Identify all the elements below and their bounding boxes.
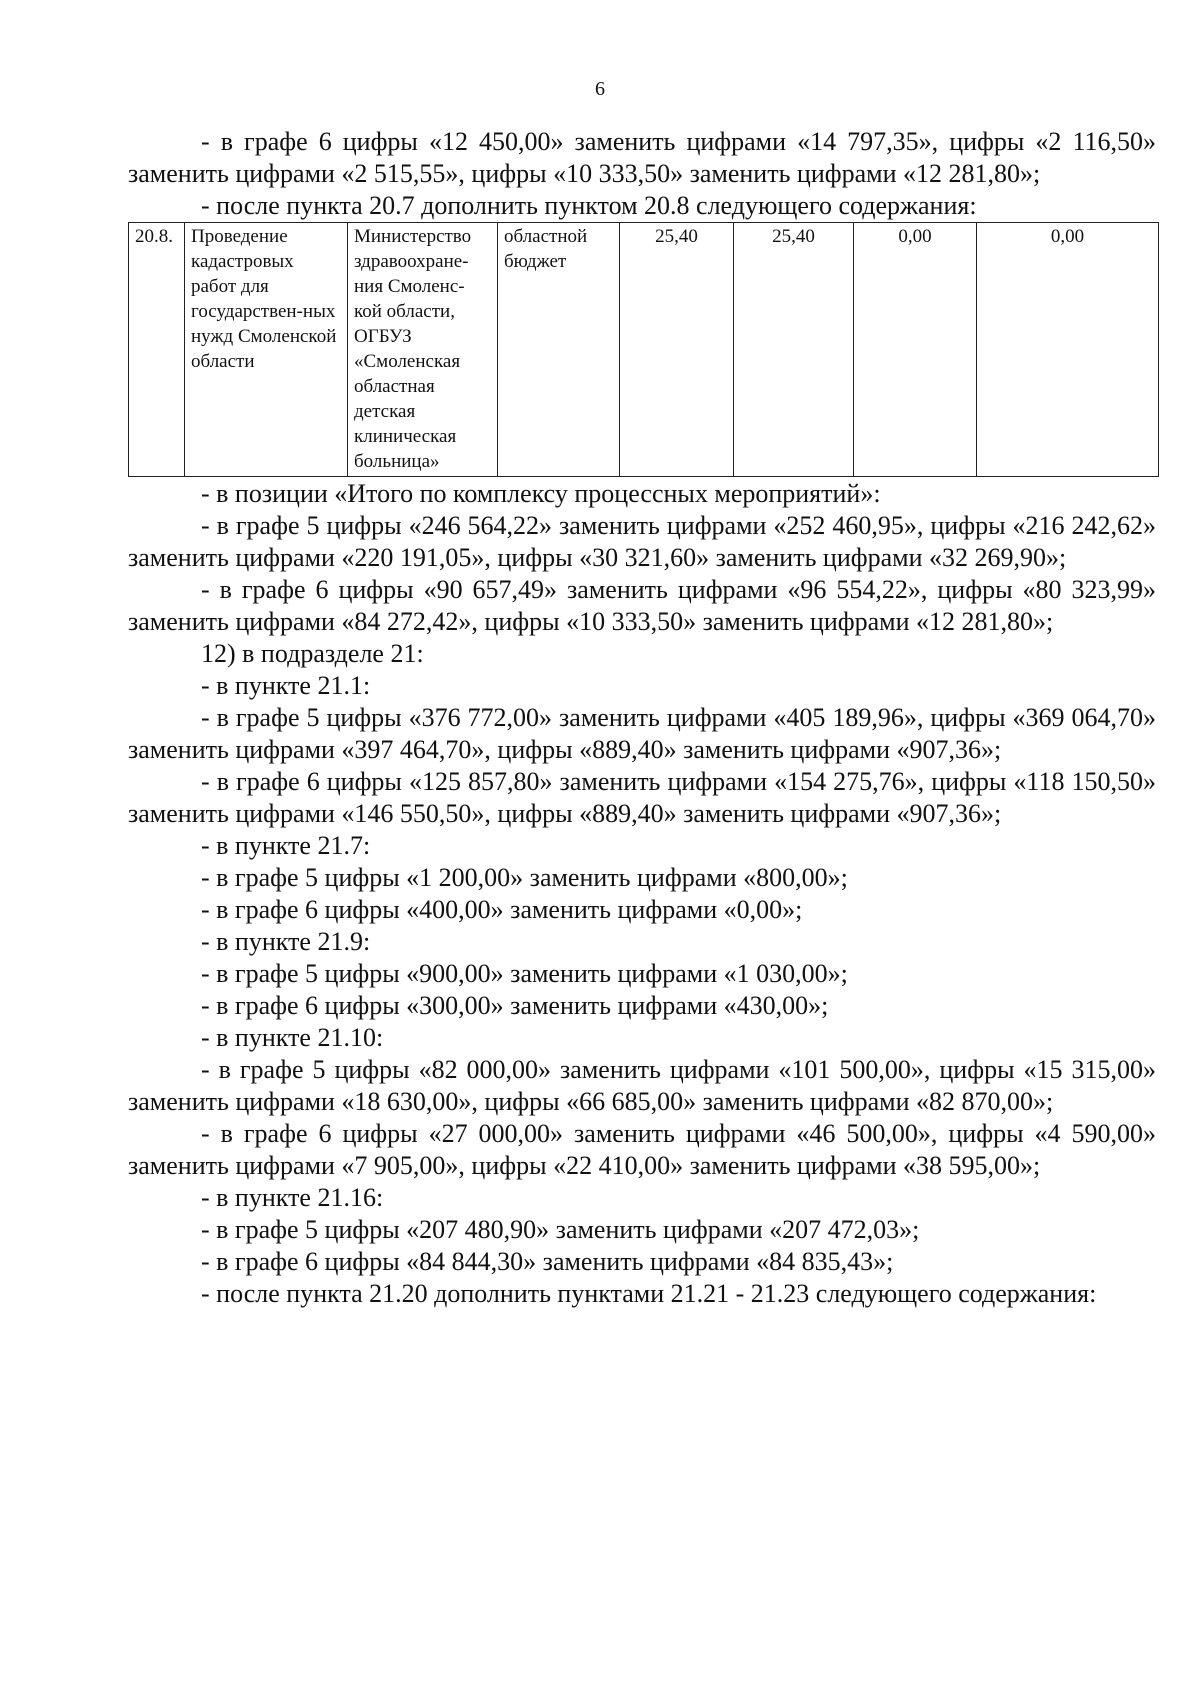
paragraph: - в графе 6 цифры «125 857,80» заменить цифрами «154 275,76», цифры «118 150,50» заменить цифрами «146 550,50», цифры «889,40» заменить цифрами «907,36»; [128,767,1156,828]
paragraph: 12) в подразделе 21: [201,639,424,668]
paragraph: - в графе 6 цифры «27 000,00» заменить цифрами «46 500,00», цифры «4 590,00» заменить цифрами «7 905,00», цифры «22 410,00» заменить цифрами «38 595,00»; [128,1119,1156,1180]
paragraph: - в графе 5 цифры «1 200,00» заменить цифрами «800,00»; [201,863,848,892]
paragraph: - в графе 5 цифры «82 000,00» заменить цифрами «101 500,00», цифры «15 315,00» заменить цифрами «18 630,00», цифры «66 685,00» заменить цифрами «82 870,00»; [128,1055,1156,1116]
cell-number: 20.8. [129,223,185,477]
paragraph: - в пункте 21.10: [201,1023,384,1052]
table-row [129,223,1159,477]
document-body [128,126,1156,1310]
paragraph: - в графе 6 цифры «84 844,30» заменить цифрами «84 835,43»; [201,1247,894,1276]
paragraph: - в графе 5 цифры «246 564,22» заменить цифрами «252 460,95», цифры «216 242,62» заменить цифрами «220 191,05», цифры «30 321,60» заменить цифрами «32 269,90»; [128,511,1156,572]
cell-source: областной бюджет [498,223,620,477]
cell-executor: Министерство здравоохране-ния Смоленс-кой области, ОГБУЗ «Смоленская областная детская клиническая больница» [348,223,498,477]
paragraph: - в графе 5 цифры «376 772,00» заменить цифрами «405 189,96», цифры «369 064,70» заменить цифрами «397 464,70», цифры «889,40» заменить цифрами «907,36»; [128,703,1156,764]
paragraph: - в графе 5 цифры «900,00» заменить цифрами «1 030,00»; [201,959,848,988]
cell-name: Проведение кадастровых работ для государствен-ных нужд Смоленской области [185,223,348,477]
paragraph: - в пункте 21.7: [201,831,371,860]
paragraph: - в позиции «Итого по комплексу процессных мероприятий»: [201,479,881,508]
paragraph: - в пункте 21.1: [201,671,371,700]
cell-value: 0,00 [977,223,1159,477]
paragraph: - в пункте 21.16: [201,1183,384,1212]
cell-value: 0,00 [854,223,977,477]
paragraph: - в графе 6 цифры «12 450,00» заменить цифрами «14 797,35», цифры «2 116,50» заменить цифрами «2 515,55», цифры «10 333,50» заменить цифрами «12 281,80»; [128,127,1156,188]
inserted-table [128,222,1159,477]
paragraph: - в пункте 21.9: [201,927,371,956]
paragraph: - после пункта 21.20 дополнить пунктами 21.21 - 21.23 следующего содержания: [201,1279,1097,1308]
paragraph: - в графе 6 цифры «90 657,49» заменить цифрами «96 554,22», цифры «80 323,99» заменить цифрами «84 272,42», цифры «10 333,50» заменить цифрами «12 281,80»; [128,575,1156,636]
paragraph: - после пункта 20.7 дополнить пунктом 20.8 следующего содержания: [201,191,977,220]
paragraph: - в графе 6 цифры «400,00» заменить цифрами «0,00»; [201,895,803,924]
page-number: 6 [595,78,605,100]
cell-value: 25,40 [620,223,734,477]
paragraph: - в графе 5 цифры «207 480,90» заменить цифрами «207 472,03»; [201,1215,920,1244]
cell-value: 25,40 [734,223,854,477]
paragraph: - в графе 6 цифры «300,00» заменить цифрами «430,00»; [201,991,829,1020]
